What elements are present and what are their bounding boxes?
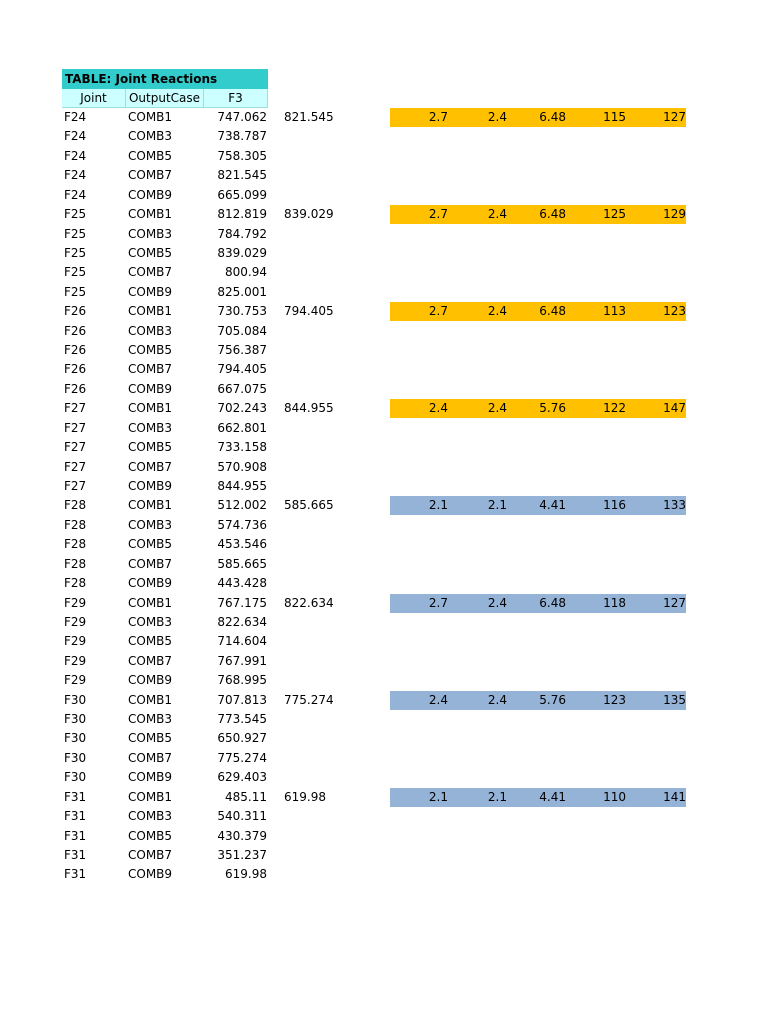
output-case-cell[interactable]: COMB1 — [128, 596, 173, 610]
output-case-cell[interactable]: COMB7 — [128, 654, 173, 668]
f3-cell[interactable]: 430.379 — [217, 829, 267, 843]
summary-cell[interactable]: 125 — [603, 207, 626, 221]
f3-cell[interactable]: 767.175 — [217, 596, 267, 610]
f3-cell[interactable]: 730.753 — [217, 304, 267, 318]
output-case-cell[interactable]: COMB5 — [128, 731, 173, 745]
f3-cell[interactable]: 825.001 — [217, 285, 267, 299]
summary-cell[interactable]: 2.4 — [487, 207, 507, 221]
summary-cell[interactable]: 116 — [603, 498, 626, 512]
f3-cell[interactable]: 714.604 — [217, 634, 267, 648]
f3-cell[interactable]: 800.94 — [225, 265, 267, 279]
group-max-cell[interactable]: 839.029 — [284, 207, 334, 221]
f3-cell[interactable]: 839.029 — [217, 246, 267, 260]
f3-cell[interactable]: 758.305 — [217, 149, 267, 163]
joint-cell[interactable]: F30 — [64, 731, 87, 745]
output-case-cell[interactable]: COMB5 — [128, 246, 173, 260]
f3-cell[interactable]: 453.546 — [217, 537, 267, 551]
joint-cell[interactable]: F30 — [64, 693, 87, 707]
joint-cell[interactable]: F27 — [64, 440, 87, 454]
f3-cell[interactable]: 540.311 — [217, 809, 267, 823]
output-case-cell[interactable]: COMB3 — [128, 712, 173, 726]
summary-cell[interactable]: 127 — [663, 596, 686, 610]
output-case-cell[interactable]: COMB3 — [128, 129, 173, 143]
f3-cell[interactable]: 773.545 — [217, 712, 267, 726]
output-case-cell[interactable]: COMB5 — [128, 829, 173, 843]
joint-cell[interactable]: F26 — [64, 343, 87, 357]
output-case-cell[interactable]: COMB9 — [128, 673, 173, 687]
output-case-cell[interactable]: COMB1 — [128, 304, 173, 318]
joint-cell[interactable]: F26 — [64, 362, 87, 376]
f3-cell[interactable]: 747.062 — [217, 110, 267, 124]
summary-cell[interactable]: 2.7 — [428, 596, 448, 610]
f3-cell[interactable]: 619.98 — [225, 867, 267, 881]
output-case-cell[interactable]: COMB7 — [128, 557, 173, 571]
summary-cell[interactable]: 2.4 — [487, 401, 507, 415]
summary-cell[interactable]: 6.48 — [539, 596, 566, 610]
summary-cell[interactable]: 115 — [603, 110, 626, 124]
joint-cell[interactable]: F26 — [64, 382, 87, 396]
f3-cell[interactable]: 705.084 — [217, 324, 267, 338]
f3-cell[interactable]: 485.11 — [225, 790, 267, 804]
joint-cell[interactable]: F29 — [64, 596, 87, 610]
joint-cell[interactable]: F28 — [64, 537, 87, 551]
output-case-cell[interactable]: COMB1 — [128, 498, 173, 512]
joint-cell[interactable]: F27 — [64, 479, 87, 493]
f3-cell[interactable]: 821.545 — [217, 168, 267, 182]
summary-cell[interactable]: 5.76 — [539, 401, 566, 415]
joint-cell[interactable]: F31 — [64, 848, 87, 862]
header-output-case[interactable]: OutputCase — [126, 89, 204, 108]
joint-cell[interactable]: F31 — [64, 790, 87, 804]
summary-cell[interactable]: 141 — [663, 790, 686, 804]
summary-cell[interactable]: 127 — [663, 110, 686, 124]
output-case-cell[interactable]: COMB5 — [128, 634, 173, 648]
summary-cell[interactable]: 110 — [603, 790, 626, 804]
output-case-cell[interactable]: COMB9 — [128, 285, 173, 299]
joint-cell[interactable]: F25 — [64, 207, 87, 221]
group-max-cell[interactable]: 585.665 — [284, 498, 334, 512]
f3-cell[interactable]: 629.403 — [217, 770, 267, 784]
f3-cell[interactable]: 794.405 — [217, 362, 267, 376]
f3-cell[interactable]: 767.991 — [217, 654, 267, 668]
f3-cell[interactable]: 574.736 — [217, 518, 267, 532]
output-case-cell[interactable]: COMB7 — [128, 848, 173, 862]
output-case-cell[interactable]: COMB3 — [128, 324, 173, 338]
joint-cell[interactable]: F29 — [64, 654, 87, 668]
joint-cell[interactable]: F28 — [64, 518, 87, 532]
table-title: TABLE: Joint Reactions — [62, 69, 268, 89]
joint-cell[interactable]: F24 — [64, 149, 87, 163]
joint-cell[interactable]: F27 — [64, 460, 87, 474]
output-case-cell[interactable]: COMB7 — [128, 751, 173, 765]
summary-cell[interactable]: 4.41 — [539, 790, 566, 804]
joint-cell[interactable]: F26 — [64, 304, 87, 318]
joint-cell[interactable]: F30 — [64, 712, 87, 726]
output-case-cell[interactable]: COMB9 — [128, 770, 173, 784]
output-case-cell[interactable]: COMB7 — [128, 265, 173, 279]
joint-cell[interactable]: F29 — [64, 634, 87, 648]
joint-cell[interactable]: F24 — [64, 168, 87, 182]
summary-cell[interactable]: 2.1 — [428, 498, 448, 512]
summary-cell[interactable]: 6.48 — [539, 207, 566, 221]
joint-cell[interactable]: F27 — [64, 401, 87, 415]
group-max-cell[interactable]: 619.98 — [284, 790, 326, 804]
joint-cell[interactable]: F28 — [64, 498, 87, 512]
output-case-cell[interactable]: COMB5 — [128, 440, 173, 454]
output-case-cell[interactable]: COMB3 — [128, 421, 173, 435]
output-case-cell[interactable]: COMB3 — [128, 227, 173, 241]
f3-cell[interactable]: 665.099 — [217, 188, 267, 202]
output-case-cell[interactable]: COMB5 — [128, 149, 173, 163]
joint-cell[interactable]: F29 — [64, 615, 87, 629]
f3-cell[interactable]: 512.002 — [217, 498, 267, 512]
summary-cell[interactable]: 6.48 — [539, 110, 566, 124]
output-case-cell[interactable]: COMB5 — [128, 537, 173, 551]
summary-cell[interactable]: 2.1 — [487, 790, 507, 804]
summary-cell[interactable]: 2.4 — [428, 693, 448, 707]
f3-cell[interactable]: 784.792 — [217, 227, 267, 241]
output-case-cell[interactable]: COMB7 — [128, 362, 173, 376]
joint-cell[interactable]: F29 — [64, 673, 87, 687]
f3-cell[interactable]: 443.428 — [217, 576, 267, 590]
output-case-cell[interactable]: COMB9 — [128, 382, 173, 396]
summary-cell[interactable]: 135 — [663, 693, 686, 707]
output-case-cell[interactable]: COMB9 — [128, 188, 173, 202]
group-max-cell[interactable]: 844.955 — [284, 401, 334, 415]
output-case-cell[interactable]: COMB9 — [128, 867, 173, 881]
joint-cell[interactable]: F25 — [64, 285, 87, 299]
joint-cell[interactable]: F28 — [64, 576, 87, 590]
joint-cell[interactable]: F30 — [64, 751, 87, 765]
summary-cell[interactable]: 2.4 — [487, 693, 507, 707]
output-case-cell[interactable]: COMB7 — [128, 460, 173, 474]
summary-cell[interactable]: 133 — [663, 498, 686, 512]
output-case-cell[interactable]: COMB3 — [128, 615, 173, 629]
output-case-cell[interactable]: COMB1 — [128, 207, 173, 221]
group-max-cell[interactable]: 775.274 — [284, 693, 334, 707]
joint-cell[interactable]: F25 — [64, 265, 87, 279]
f3-cell[interactable]: 768.995 — [217, 673, 267, 687]
summary-cell[interactable]: 2.1 — [428, 790, 448, 804]
summary-cell[interactable]: 122 — [603, 401, 626, 415]
output-case-cell[interactable]: COMB5 — [128, 343, 173, 357]
f3-cell[interactable]: 812.819 — [217, 207, 267, 221]
joint-cell[interactable]: F24 — [64, 129, 87, 143]
summary-cell[interactable]: 123 — [603, 693, 626, 707]
header-joint[interactable]: Joint — [62, 89, 126, 108]
f3-cell[interactable]: 662.801 — [217, 421, 267, 435]
f3-cell[interactable]: 667.075 — [217, 382, 267, 396]
joint-cell[interactable]: F31 — [64, 829, 87, 843]
summary-cell[interactable]: 4.41 — [539, 498, 566, 512]
summary-cell[interactable]: 123 — [663, 304, 686, 318]
joint-cell[interactable]: F27 — [64, 421, 87, 435]
summary-cell[interactable]: 2.7 — [428, 304, 448, 318]
summary-cell[interactable]: 129 — [663, 207, 686, 221]
summary-cell[interactable]: 2.4 — [428, 401, 448, 415]
joint-cell[interactable]: F24 — [64, 188, 87, 202]
group-max-cell[interactable]: 794.405 — [284, 304, 334, 318]
summary-cell[interactable]: 147 — [663, 401, 686, 415]
output-case-cell[interactable]: COMB7 — [128, 168, 173, 182]
joint-cell[interactable]: F30 — [64, 770, 87, 784]
group-max-cell[interactable]: 822.634 — [284, 596, 334, 610]
f3-cell[interactable]: 351.237 — [217, 848, 267, 862]
output-case-cell[interactable]: COMB1 — [128, 110, 173, 124]
output-case-cell[interactable]: COMB1 — [128, 790, 173, 804]
output-case-cell[interactable]: COMB3 — [128, 809, 173, 823]
output-case-cell[interactable]: COMB9 — [128, 479, 173, 493]
f3-cell[interactable]: 585.665 — [217, 557, 267, 571]
f3-cell[interactable]: 650.927 — [217, 731, 267, 745]
output-case-cell[interactable]: COMB1 — [128, 693, 173, 707]
joint-cell[interactable]: F28 — [64, 557, 87, 571]
joint-cell[interactable]: F31 — [64, 867, 87, 881]
f3-cell[interactable]: 756.387 — [217, 343, 267, 357]
output-case-cell[interactable]: COMB1 — [128, 401, 173, 415]
summary-cell[interactable]: 113 — [603, 304, 626, 318]
summary-cell[interactable]: 2.7 — [428, 110, 448, 124]
f3-cell[interactable]: 702.243 — [217, 401, 267, 415]
f3-cell[interactable]: 844.955 — [217, 479, 267, 493]
summary-cell[interactable]: 2.4 — [487, 596, 507, 610]
summary-cell[interactable]: 2.4 — [487, 304, 507, 318]
joint-cell[interactable]: F25 — [64, 246, 87, 260]
joint-cell[interactable]: F26 — [64, 324, 87, 338]
output-case-cell[interactable]: COMB3 — [128, 518, 173, 532]
joint-cell[interactable]: F31 — [64, 809, 87, 823]
joint-cell[interactable]: F25 — [64, 227, 87, 241]
f3-cell[interactable]: 570.908 — [217, 460, 267, 474]
summary-cell[interactable]: 6.48 — [539, 304, 566, 318]
summary-cell[interactable]: 118 — [603, 596, 626, 610]
header-f3[interactable]: F3 — [204, 89, 268, 108]
joint-cell[interactable]: F24 — [64, 110, 87, 124]
group-max-cell[interactable]: 821.545 — [284, 110, 334, 124]
summary-cell[interactable]: 2.1 — [487, 498, 507, 512]
summary-cell[interactable]: 2.7 — [428, 207, 448, 221]
f3-cell[interactable]: 733.158 — [217, 440, 267, 454]
output-case-cell[interactable]: COMB9 — [128, 576, 173, 590]
f3-cell[interactable]: 738.787 — [217, 129, 267, 143]
f3-cell[interactable]: 707.813 — [217, 693, 267, 707]
summary-cell[interactable]: 2.4 — [487, 110, 507, 124]
summary-cell[interactable]: 5.76 — [539, 693, 566, 707]
f3-cell[interactable]: 822.634 — [217, 615, 267, 629]
f3-cell[interactable]: 775.274 — [217, 751, 267, 765]
